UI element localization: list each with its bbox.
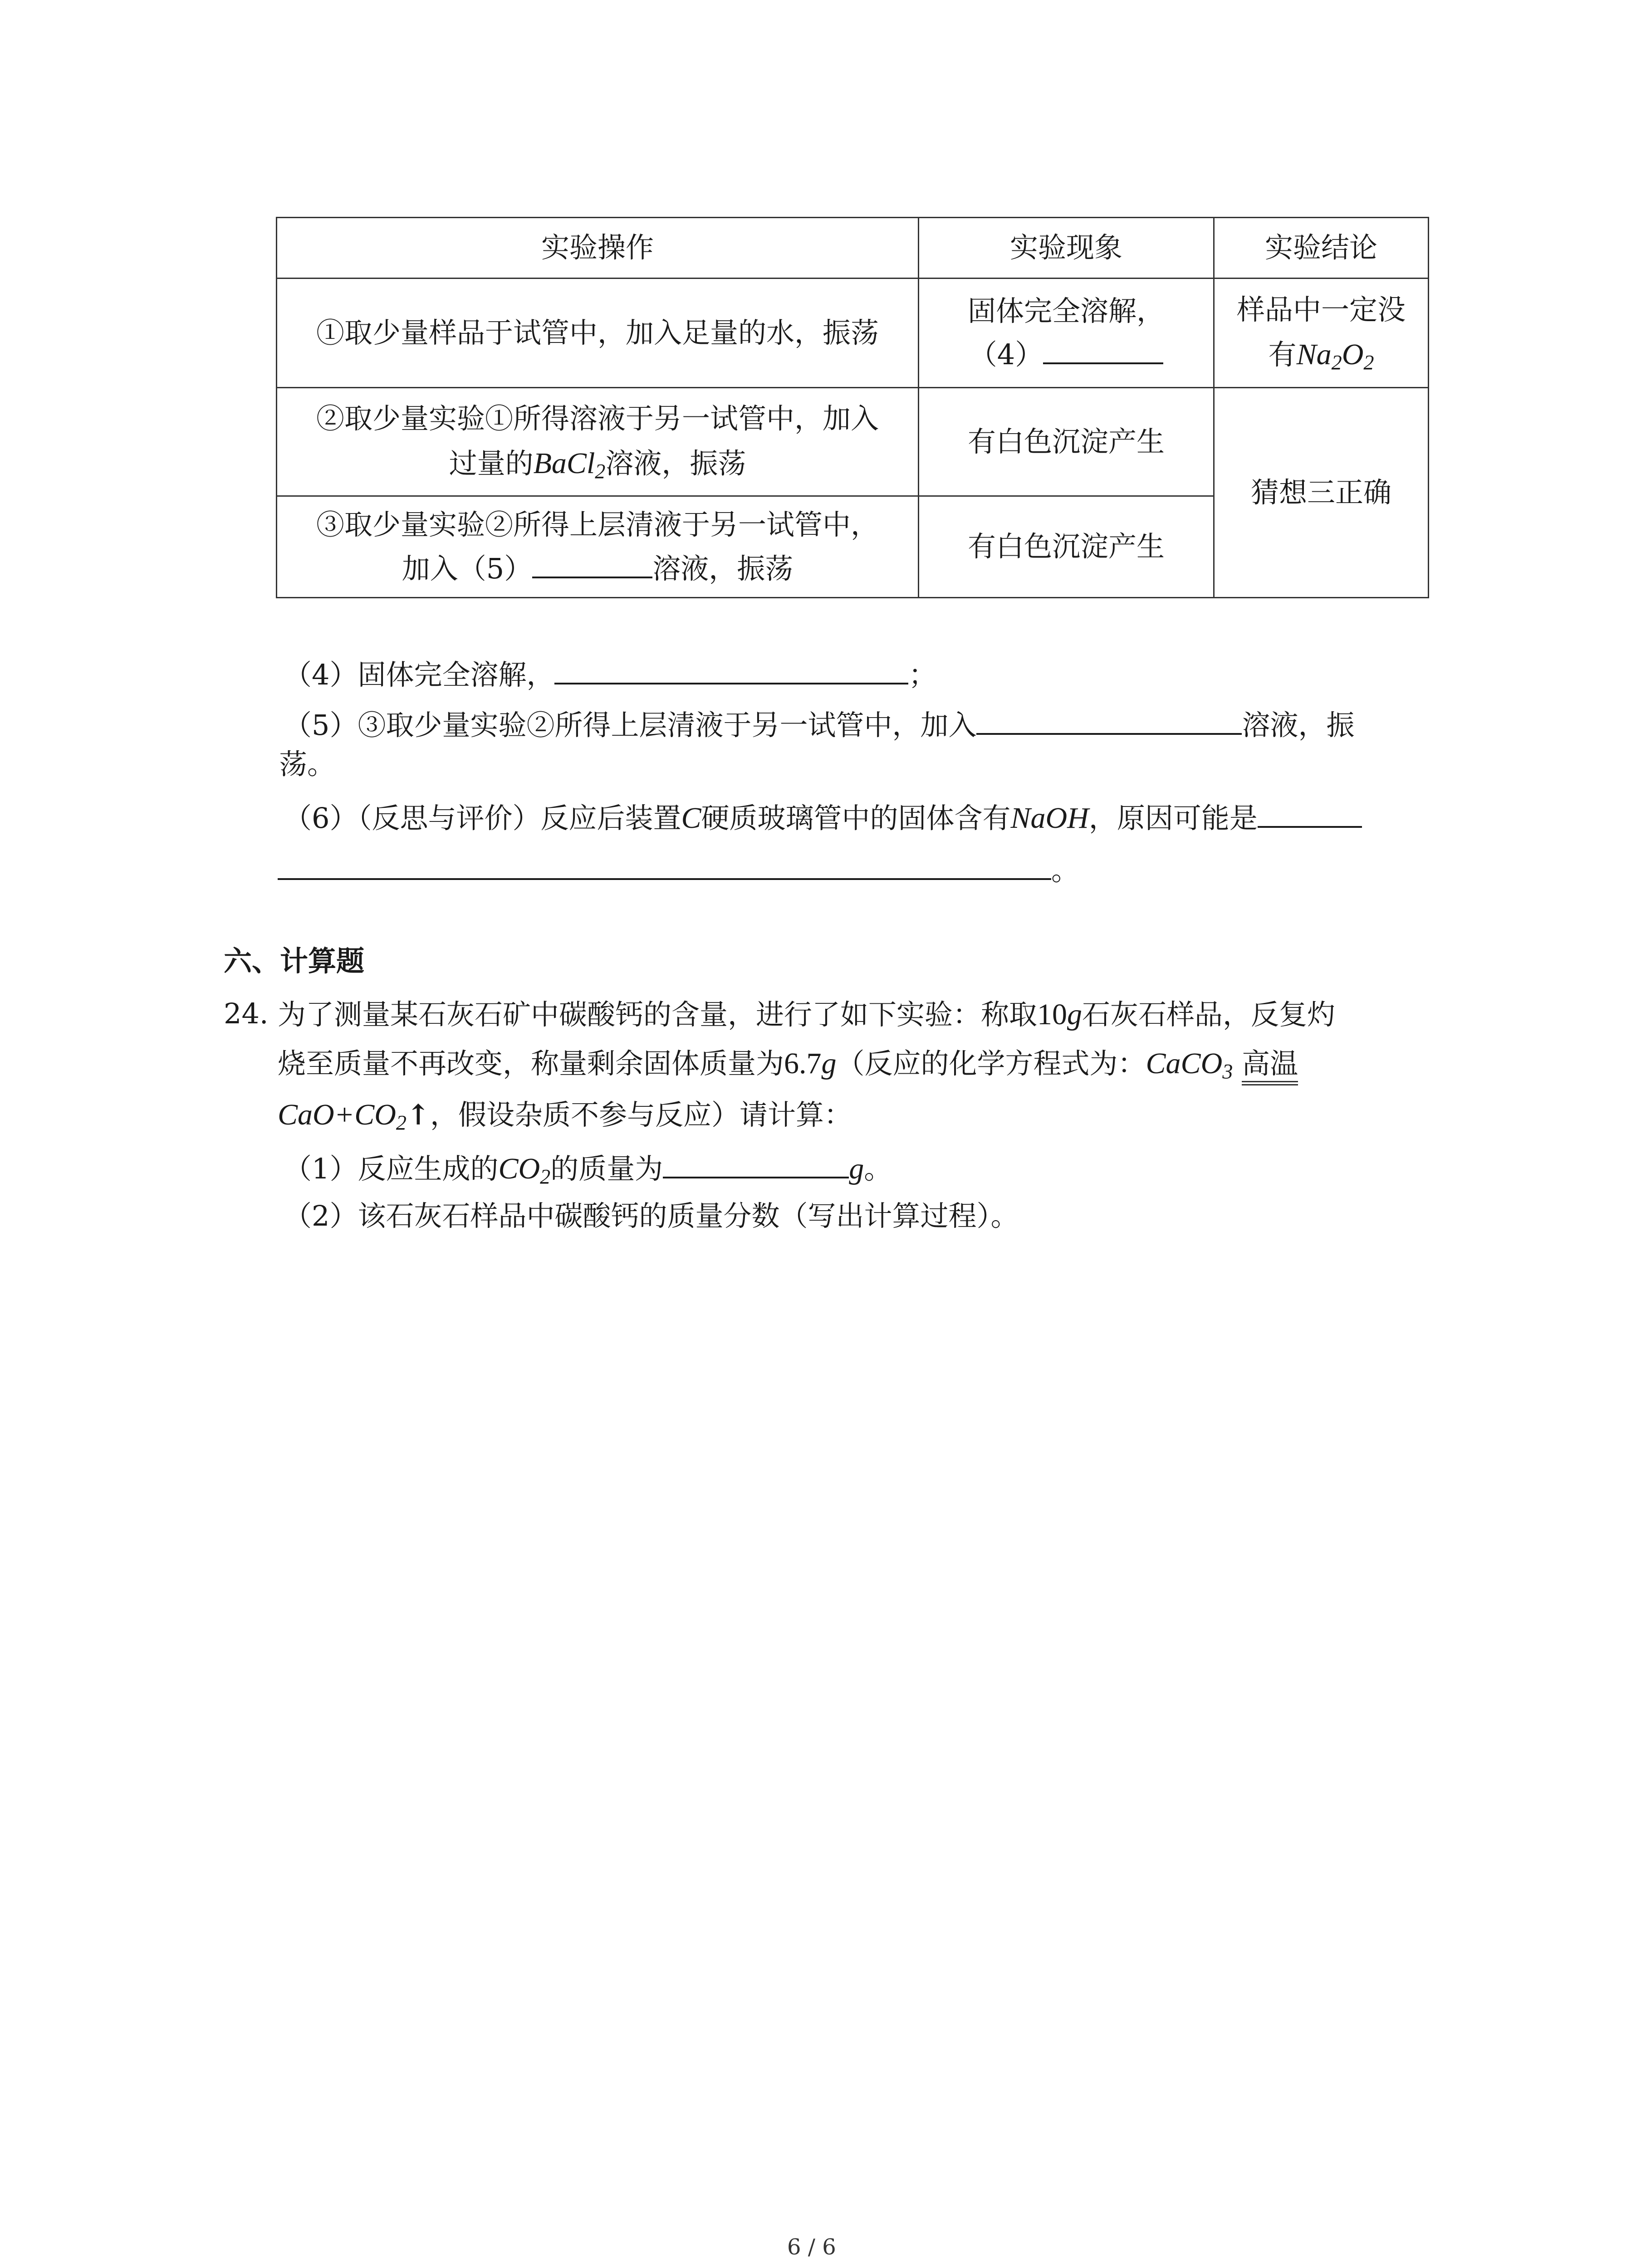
question-6: [284, 801, 1362, 833]
merged-conclusion-text: 猜想三正确: [1250, 475, 1391, 509]
row3-phenomenon: [919, 497, 1213, 597]
row2-suffix: 溶液，振荡: [605, 446, 746, 480]
formula-bacl-sub: 2: [595, 459, 606, 483]
table-border-right: [1428, 217, 1429, 598]
row2-operation: [277, 388, 918, 495]
row1-phenomenon-line1: 固体完全溶解，: [967, 294, 1165, 327]
formula-na: Na: [1296, 337, 1332, 371]
answer-blank-6-b[interactable]: [278, 853, 1051, 880]
question-5-line2: 荡。: [279, 748, 336, 781]
q24-sub1-b: 的质量为: [550, 1152, 663, 1185]
formula-co-sub: 2: [540, 1165, 551, 1188]
question-6-text-after: ，原因可能是: [1088, 802, 1258, 835]
question-4-text: （4）固体完全溶解，: [284, 658, 555, 691]
row2-prefix: 过量的: [449, 446, 534, 480]
table-border-bottom: [276, 597, 1429, 598]
question-6-line2: [278, 853, 1079, 885]
var-c: C: [681, 802, 701, 835]
row2-phenomenon: [919, 388, 1213, 495]
formula-cao-co: CaO+CO: [278, 1098, 396, 1131]
formula-o: O: [1342, 337, 1364, 371]
row1-operation: [277, 279, 918, 387]
header-operation: [277, 218, 918, 278]
header-phenomenon: [919, 218, 1213, 278]
q24-line1-b: 石灰石样品，反复灼: [1082, 998, 1336, 1031]
answer-blank-6-a[interactable]: [1258, 801, 1362, 828]
formula-caco3: [1146, 1047, 1233, 1083]
question-4: [284, 657, 936, 689]
row3-operation-line1: ③取少量实验②所得上层清液于另一试管中，: [316, 508, 879, 542]
merged-conclusion: [1215, 388, 1428, 597]
q24-line3-b: ，假设杂质不参与反应）请计算：: [430, 1098, 852, 1131]
formula-na2o2: [1296, 337, 1374, 374]
header-operation-text: 实验操作: [541, 231, 654, 264]
question-24-sub1: [284, 1151, 892, 1188]
q24-mass-10: 10: [1037, 998, 1068, 1031]
formula-naoh: NaOH: [1010, 802, 1089, 835]
reaction-condition: 高温: [1242, 1047, 1298, 1085]
row3-operation: [277, 497, 918, 597]
formula-bacl: BaCl: [533, 446, 595, 480]
question-24-line3: [278, 1098, 852, 1134]
gas-arrow-icon: ↑: [407, 1098, 430, 1131]
row3-suffix: 溶液，振荡: [652, 552, 794, 585]
question-5: [284, 708, 1355, 742]
q24-sub1-unit: g: [849, 1152, 864, 1185]
row2-operation-line2: [449, 440, 746, 487]
row1-conclusion-line1: 样品中一定没: [1236, 293, 1406, 326]
answer-blank-4[interactable]: [554, 657, 908, 684]
row1-conclusion: [1215, 279, 1428, 387]
q24-sub1-a: （1）反应生成的: [284, 1152, 499, 1185]
formula-co2: [498, 1152, 551, 1188]
header-phenomenon-text: 实验现象: [1009, 231, 1122, 264]
question-6-end: 。: [1051, 854, 1080, 887]
answer-blank-4-table[interactable]: [1043, 337, 1163, 364]
q24-unit-g-1: g: [1067, 998, 1083, 1031]
formula-cao-co2: [278, 1098, 407, 1134]
formula-caco: CaCO: [1146, 1047, 1223, 1080]
row1-conclusion-line2: [1269, 332, 1374, 378]
header-conclusion-text: 实验结论: [1264, 231, 1377, 264]
question-24-line2: [278, 1047, 1298, 1083]
question-6-text-before: （6）（反思与评价）反应后装置: [284, 802, 681, 835]
row3-prefix: 加入（5）: [402, 552, 533, 585]
q24-mass-6-7: 6.7: [784, 1047, 822, 1080]
formula-co2-sub: 2: [396, 1111, 407, 1134]
question-6-text-mid: 硬质玻璃管中的固体含有: [701, 802, 1011, 835]
answer-blank-24-1[interactable]: [663, 1151, 849, 1178]
formula-o-sub: 2: [1363, 351, 1374, 374]
question-24-line1: [278, 1000, 1335, 1030]
question-24-sub2: （2）该石灰石样品中碳酸钙的质量分数（写出计算过程）。: [284, 1199, 1019, 1232]
page-number: 6 / 6: [787, 2234, 836, 2260]
question-4-end: ；: [908, 658, 937, 691]
answer-blank-5[interactable]: [976, 708, 1242, 735]
question-5-suffix: 溶液，振: [1242, 709, 1355, 742]
answer-blank-5-table[interactable]: [532, 551, 652, 578]
row1-phenomenon: [919, 279, 1213, 387]
row1-operation-text: ①取少量样品于试管中，加入足量的水，振荡: [316, 316, 879, 349]
q24-sub1-end: 。: [864, 1152, 892, 1185]
section-title: 六、计算题: [224, 944, 365, 978]
question-5-text: （5）③取少量实验②所得上层清液于另一试管中，加入: [284, 709, 977, 742]
header-conclusion: [1215, 218, 1428, 278]
q24-line2-a: 烧至质量不再改变，称量剩余固体质量为: [278, 1047, 784, 1080]
q24-line1-a: 为了测量某石灰石矿中碳酸钙的含量，进行了如下实验：称取: [278, 998, 1038, 1031]
conclusion-prefix: 有: [1268, 337, 1297, 371]
formula-caco-sub: 3: [1222, 1060, 1233, 1083]
row3-operation-line2: [402, 547, 793, 591]
row1-phenomenon-line2: [969, 333, 1163, 376]
row3-phenomenon-text: 有白色沉淀产生: [967, 530, 1165, 563]
formula-co: CO: [498, 1152, 540, 1185]
q24-unit-g-2: g: [821, 1047, 837, 1080]
row2-operation-line1: ②取少量实验①所得溶液于另一试管中，加入: [316, 401, 879, 435]
row2-phenomenon-text: 有白色沉淀产生: [967, 425, 1165, 458]
formula-na-sub: 2: [1331, 351, 1342, 374]
blank-label-4: （4）: [969, 338, 1043, 371]
question-24-number: 24.: [224, 997, 269, 1030]
q24-line2-b: （反应的化学方程式为：: [836, 1047, 1146, 1080]
formula-bacl2: [533, 446, 606, 483]
